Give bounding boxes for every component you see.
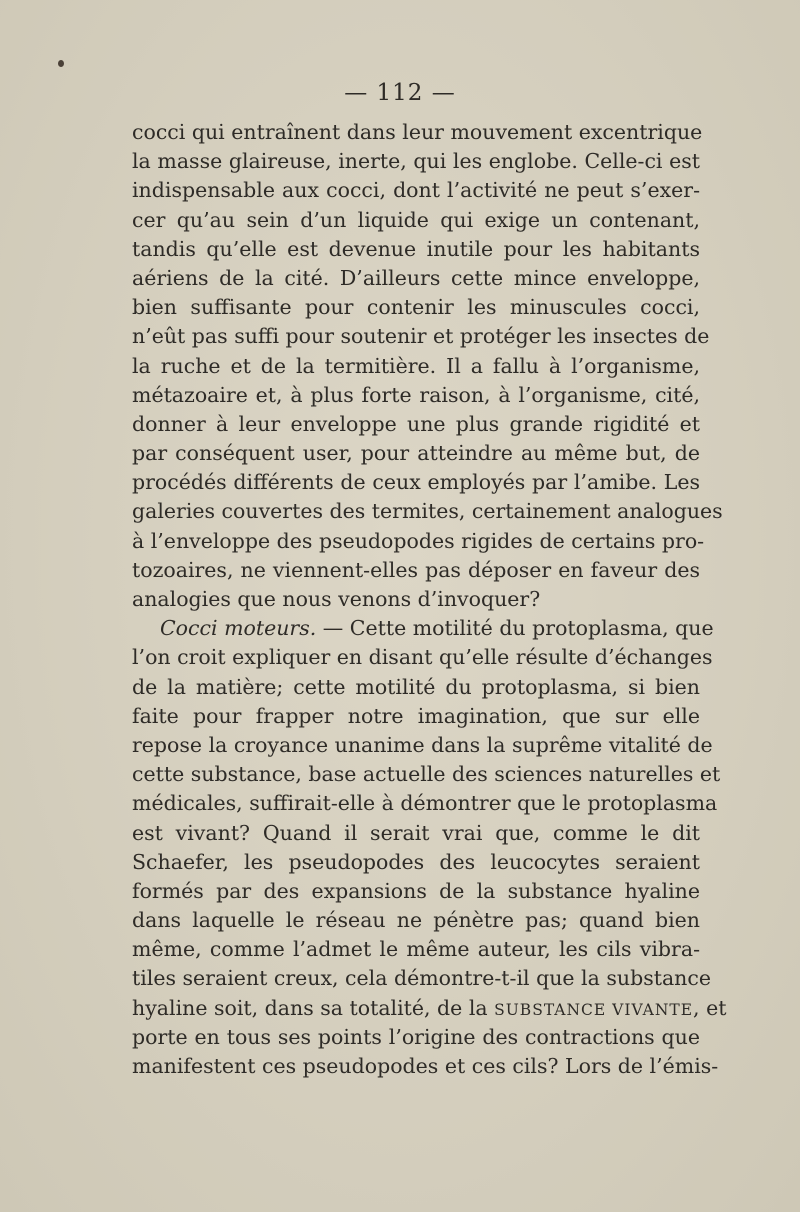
text-line: galeries couvertes des termites, certainement analogues	[132, 499, 723, 524]
text-line: tandis qu’elle est devenue inutile pour les habitants	[132, 236, 700, 261]
text-line: procédés différents de ceux employés par l’amibe. Les	[132, 470, 700, 495]
text-run: hyaline soit, dans sa totalité, de la	[132, 995, 495, 1020]
text-line: l’on croit expliquer en disant qu’elle résulte d’échanges	[132, 645, 713, 670]
paragraph-start-line	[132, 614, 714, 643]
text-line: la ruche et de la termitière. Il a fallu à l’organisme,	[132, 353, 700, 378]
text-line: tozoaires, ne viennent-elles pas déposer en faveur des	[132, 557, 700, 582]
text-run: , et	[693, 995, 727, 1020]
text-line: porte en tous ses points l’origine des contractions que	[132, 1024, 700, 1049]
text-line: à l’enveloppe des pseudopodes rigides de certains pro-	[132, 528, 705, 553]
text-line: aériens de la cité. D’ailleurs cette mince enveloppe,	[132, 265, 700, 290]
text-line: cocci qui entraînent dans leur mouvement excentrique	[132, 120, 703, 144]
text-line: indispensable aux cocci, dont l’activité ne peut s’exer-	[132, 178, 700, 203]
text-line: métazoaire et, à plus forte raison, à l’organisme, cité,	[132, 382, 700, 407]
section-heading: Cocci moteurs.	[160, 616, 317, 641]
body-text	[132, 118, 727, 1081]
text-line: n’eût pas suffi pour soutenir et protéger les insectes de	[132, 324, 710, 349]
text-run: — Cette motilité du protoplasma, que	[316, 616, 714, 641]
text-line: est vivant? Quand il serait vrai que, comme le dit	[132, 820, 700, 845]
text-line: tiles seraient creux, cela démontre-t-il que la substance	[132, 966, 711, 991]
text-line: cette substance, base actuelle des sciences naturelles et	[132, 762, 721, 787]
text-line: médicales, suffirait-elle à démontrer que le protoplasma	[132, 791, 718, 816]
small-caps-term: SUBSTANCE VIVANTE	[494, 1000, 694, 1019]
text-line: bien suffisante pour contenir les minuscules cocci,	[132, 295, 700, 320]
text-line: même, comme l’admet le même auteur, les cils vibra-	[132, 937, 700, 962]
text-line: faite pour frapper notre imagination, que sur elle	[132, 703, 700, 728]
text-line: formés par des expansions de la substance hyaline	[132, 878, 700, 903]
page-number: — 112 —	[344, 80, 456, 106]
text-line: manifestent ces pseudopodes et ces cils? Lors de l’émis-	[132, 1054, 719, 1078]
text-line: Schaefer, les pseudopodes des leucocytes seraient	[132, 849, 700, 874]
text-line: analogies que nous venons d’invoquer?	[132, 587, 541, 611]
text-line: la masse glaireuse, inerte, qui les englobe. Celle-ci est	[132, 149, 700, 174]
text-line: de la matière; cette motilité du protoplasma, si bien	[132, 674, 700, 699]
text-line: cer qu’au sein d’un liquide qui exige un contenant,	[132, 207, 700, 232]
text-line: par conséquent user, pour atteindre au même but, de	[132, 441, 700, 466]
text-line: repose la croyance unanime dans la suprême vitalité de	[132, 732, 713, 757]
text-line: dans laquelle le réseau ne pénètre pas; quand bien	[132, 908, 700, 933]
ink-spot	[58, 60, 64, 67]
small-caps-line	[132, 994, 727, 1023]
text-line: donner à leur enveloppe une plus grande rigidité et	[132, 411, 700, 436]
